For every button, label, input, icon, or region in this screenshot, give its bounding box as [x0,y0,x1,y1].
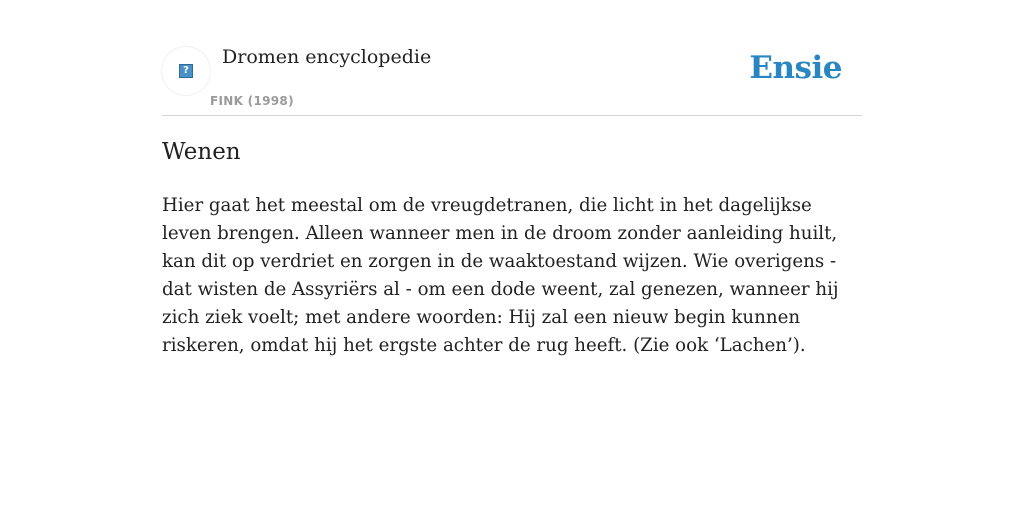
source-avatar[interactable] [162,47,210,95]
entry-body: Hier gaat het meestal om de vreugdetranen, die licht in het dagelijkse leven brengen. Alleen wanneer men in de droom zonder aanleiding huilt, kan dit op verdriet en zorgen in de waaktoestand wijzen. Wie overigens - dat wisten de Assyriërs al - om een dode weent, zal genezen, wanneer hij zich ziek voelt; met andere woorden: Hij zal een nieuw begin kunnen riskeren, omdat hij het ergste achter de rug heeft. (Zie ook ‘Lachen’). [162,195,839,356]
source-header [162,40,862,116]
ensie-logo[interactable]: Ensie [749,50,842,86]
source-title[interactable]: Dromen encyclopedie [222,46,432,68]
source-subtitle: FINK (1998) [210,94,294,108]
entry-title: Wenen [162,139,241,165]
question-book-icon: ? [179,64,193,78]
